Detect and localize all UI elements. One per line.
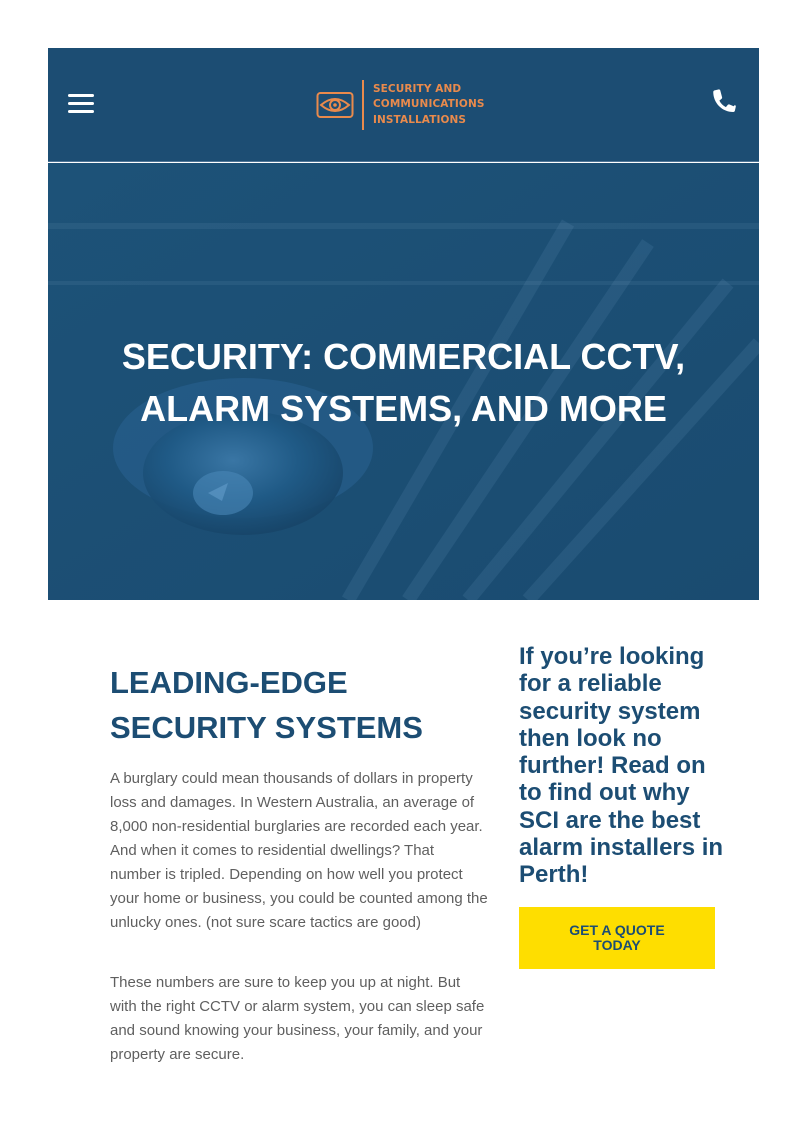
intro-paragraph: A burglary could mean thousands of dollars in property loss and damages. In Western Australia, an average of 8,000 non-residential burglaries are recorded each year. And when it comes to residential dwellings? That number is tripled. Depending on how well you protect your home or business, you could be counted among the unlucky ones. (not sure scare tactics are good)	[110, 770, 488, 931]
logo-line: INSTALLATIONS	[373, 113, 467, 126]
get-quote-button[interactable]	[519, 907, 715, 969]
section-heading: LEADING-EDGE SECURITY SYSTEMS	[110, 665, 423, 745]
phone-icon[interactable]	[708, 86, 738, 116]
site-logo[interactable]	[316, 80, 485, 130]
logo-text	[373, 82, 485, 129]
cta-text: If you’re looking for a reliable security system then look no further! Read on to find out why SCI are the best alarm installers in Perth!	[519, 643, 724, 889]
hamburger-menu-icon[interactable]	[68, 94, 94, 114]
hero-banner	[48, 163, 759, 600]
logo-line: COMMUNICATIONS	[373, 98, 485, 111]
hero-title: SECURITY: COMMERCIAL CCTV, ALARM SYSTEMS, AND MORE	[121, 336, 686, 429]
get-quote-button-label: GET A QUOTE TODAY	[569, 922, 665, 953]
eye-icon	[316, 86, 354, 124]
logo-divider	[362, 80, 364, 130]
body-paragraph: These numbers are sure to keep you up at night. But with the right CCTV or alarm system, you can sleep safe and sound knowing your business, your family, and your property are secure.	[110, 974, 485, 1063]
logo-line: SECURITY AND	[373, 82, 462, 95]
site-header	[48, 48, 759, 162]
